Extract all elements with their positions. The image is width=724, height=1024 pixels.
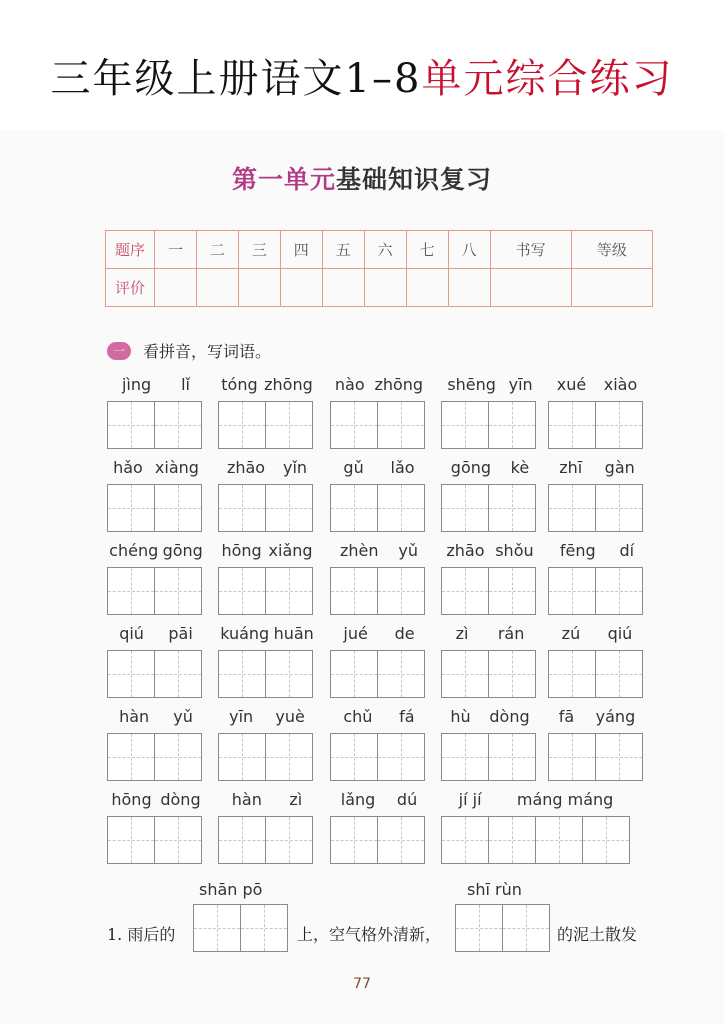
word-pinyin xyxy=(218,707,316,727)
pinyin-syllable: zú xyxy=(561,624,581,643)
writing-box[interactable] xyxy=(441,567,489,615)
writing-box[interactable] xyxy=(595,650,643,698)
word-item xyxy=(218,790,316,864)
word-item xyxy=(107,624,205,698)
writing-boxes[interactable] xyxy=(107,816,205,864)
word-pinyin xyxy=(548,541,646,561)
word-pinyin xyxy=(107,707,205,727)
word-item xyxy=(107,458,205,532)
word-item xyxy=(330,458,428,532)
pinyin-syllable: xiàng xyxy=(154,458,199,477)
pinyin-syllable: fá xyxy=(399,707,415,726)
writing-box[interactable] xyxy=(107,484,155,532)
word-item xyxy=(548,541,646,615)
unit-title-accent: 第一单元 xyxy=(231,165,336,194)
unit-title xyxy=(0,160,724,196)
score-eval-cell[interactable] xyxy=(196,269,238,307)
banner-title-black: 三年级上册语文1–8 xyxy=(50,56,422,102)
pinyin-syllable: gōng xyxy=(450,458,492,477)
pinyin-syllable: fēng xyxy=(559,541,596,560)
writing-box[interactable] xyxy=(330,567,378,615)
writing-box[interactable] xyxy=(455,904,503,952)
writing-box[interactable] xyxy=(330,650,378,698)
page-banner xyxy=(0,44,724,114)
pinyin-syllable: lǎng xyxy=(340,790,376,809)
pinyin-syllable: lǐ xyxy=(181,375,190,394)
writing-boxes[interactable] xyxy=(441,733,539,781)
writing-box[interactable] xyxy=(218,816,266,864)
pinyin-syllable: zhāo xyxy=(226,458,266,477)
word-pinyin xyxy=(441,624,539,644)
pinyin-syllable: máng máng xyxy=(516,790,614,809)
writing-box[interactable] xyxy=(107,816,155,864)
writing-box[interactable] xyxy=(488,484,536,532)
sentence-item-1 xyxy=(107,876,667,966)
writing-box[interactable] xyxy=(154,567,202,615)
pinyin-syllable: gàn xyxy=(604,458,635,477)
score-eval-cell[interactable] xyxy=(406,269,448,307)
writing-box[interactable] xyxy=(265,567,313,615)
pinyin-syllable: chéng xyxy=(109,541,159,560)
pinyin-syllable: qiú xyxy=(607,624,633,643)
writing-box[interactable] xyxy=(595,484,643,532)
writing-boxes[interactable] xyxy=(107,401,205,449)
pinyin-syllable: zì xyxy=(455,624,469,643)
word-item xyxy=(548,375,646,449)
word-item xyxy=(218,624,316,698)
sentence-pinyin: shī rùn xyxy=(467,880,522,899)
writing-box[interactable] xyxy=(218,401,266,449)
word-item xyxy=(330,790,428,864)
writing-box[interactable] xyxy=(377,401,425,449)
writing-box[interactable] xyxy=(548,567,596,615)
writing-box[interactable] xyxy=(240,904,288,952)
writing-box[interactable] xyxy=(548,733,596,781)
pinyin-syllable: dú xyxy=(396,790,418,809)
writing-boxes[interactable] xyxy=(441,401,539,449)
pinyin-syllable: gǔ xyxy=(343,458,364,477)
pinyin-syllable: kuáng xyxy=(220,624,270,643)
writing-box[interactable] xyxy=(193,904,241,952)
score-header-row xyxy=(106,231,653,269)
writing-box[interactable] xyxy=(154,484,202,532)
writing-box[interactable] xyxy=(154,650,202,698)
writing-boxes[interactable] xyxy=(193,904,287,952)
score-eval-cell[interactable] xyxy=(448,269,490,307)
word-pinyin xyxy=(548,707,646,727)
writing-box[interactable] xyxy=(330,733,378,781)
word-item xyxy=(330,707,428,781)
score-cell: 八 xyxy=(448,231,490,269)
word-pinyin xyxy=(548,624,646,644)
sentence-pinyin: shān pō xyxy=(199,880,263,899)
word-item xyxy=(441,458,539,532)
pinyin-syllable: gōng xyxy=(162,541,203,560)
writing-boxes[interactable] xyxy=(441,484,539,532)
writing-boxes[interactable] xyxy=(330,650,428,698)
pinyin-syllable: kè xyxy=(510,458,530,477)
pinyin-syllable: yuè xyxy=(275,707,305,726)
section-one-heading xyxy=(107,339,271,362)
writing-box[interactable] xyxy=(548,650,596,698)
writing-box[interactable] xyxy=(548,401,596,449)
writing-box[interactable] xyxy=(488,733,536,781)
writing-box[interactable] xyxy=(154,401,202,449)
word-item xyxy=(107,790,205,864)
score-cell: 七 xyxy=(406,231,448,269)
word-item xyxy=(441,375,539,449)
writing-box[interactable] xyxy=(535,816,583,864)
writing-boxes[interactable] xyxy=(330,733,428,781)
word-item xyxy=(548,624,646,698)
writing-box[interactable] xyxy=(265,401,313,449)
pinyin-syllable: huān xyxy=(273,624,314,643)
score-eval-cell[interactable] xyxy=(238,269,280,307)
writing-boxes[interactable] xyxy=(107,733,205,781)
pinyin-syllable: hàn xyxy=(231,790,262,809)
writing-boxes[interactable] xyxy=(107,650,205,698)
word-pinyin xyxy=(107,375,205,395)
word-pinyin xyxy=(218,790,316,810)
word-pinyin xyxy=(441,541,539,561)
writing-box[interactable] xyxy=(582,816,630,864)
pinyin-syllable: hōng xyxy=(111,790,152,809)
writing-box[interactable] xyxy=(488,816,536,864)
writing-box[interactable] xyxy=(441,484,489,532)
writing-boxes[interactable] xyxy=(441,650,539,698)
word-pinyin xyxy=(330,375,428,395)
score-eval-cell[interactable] xyxy=(280,269,322,307)
word-item xyxy=(107,707,205,781)
pinyin-syllable: dòng xyxy=(489,707,530,726)
writing-boxes[interactable] xyxy=(548,401,646,449)
writing-boxes[interactable] xyxy=(548,733,646,781)
section-instruction: 看拼音，写词语。 xyxy=(143,342,272,361)
word-item xyxy=(548,707,646,781)
pinyin-syllable: pāi xyxy=(168,624,193,643)
writing-boxes[interactable] xyxy=(107,567,205,615)
writing-box[interactable] xyxy=(595,401,643,449)
word-pinyin xyxy=(107,624,205,644)
writing-boxes[interactable] xyxy=(441,567,539,615)
score-eval-cell[interactable] xyxy=(364,269,406,307)
pinyin-syllable: yǔ xyxy=(173,707,193,726)
writing-boxes[interactable] xyxy=(218,650,316,698)
sentence-text: 上，空气格外清新， xyxy=(297,925,442,944)
writing-box[interactable] xyxy=(488,650,536,698)
word-item xyxy=(441,790,631,864)
word-pinyin xyxy=(107,458,205,478)
score-cell: 五 xyxy=(322,231,364,269)
word-item xyxy=(218,541,316,615)
writing-box[interactable] xyxy=(330,816,378,864)
writing-boxes[interactable] xyxy=(218,401,316,449)
sentence-text: 1. 雨后的 xyxy=(107,925,176,944)
pinyin-syllable: zhèn xyxy=(339,541,379,560)
writing-boxes[interactable] xyxy=(218,567,316,615)
word-item xyxy=(218,375,316,449)
word-item xyxy=(441,541,539,615)
writing-box[interactable] xyxy=(377,650,425,698)
score-cell: 等级 xyxy=(571,231,652,269)
writing-boxes[interactable] xyxy=(330,401,428,449)
word-item xyxy=(441,624,539,698)
writing-boxes[interactable] xyxy=(218,816,316,864)
score-eval-cell[interactable] xyxy=(155,269,197,307)
writing-box[interactable] xyxy=(154,733,202,781)
pinyin-syllable: fā xyxy=(558,707,575,726)
score-eval-cell[interactable] xyxy=(322,269,364,307)
word-pinyin xyxy=(218,375,316,395)
writing-box[interactable] xyxy=(377,567,425,615)
word-item xyxy=(218,458,316,532)
pinyin-syllable: qiú xyxy=(119,624,144,643)
writing-box[interactable] xyxy=(107,733,155,781)
pinyin-syllable: zhī xyxy=(559,458,583,477)
pinyin-syllable: tóng xyxy=(221,375,258,394)
word-item xyxy=(218,707,316,781)
writing-box[interactable] xyxy=(265,733,313,781)
page-number: 77 xyxy=(353,976,371,992)
word-pinyin xyxy=(330,458,428,478)
writing-box[interactable] xyxy=(107,650,155,698)
word-pinyin xyxy=(548,375,646,395)
word-pinyin xyxy=(441,458,539,478)
writing-box[interactable] xyxy=(218,650,266,698)
writing-box[interactable] xyxy=(441,733,489,781)
pinyin-syllable: jí jí xyxy=(458,790,482,809)
writing-boxes[interactable] xyxy=(548,484,646,532)
writing-box[interactable] xyxy=(595,567,643,615)
writing-box[interactable] xyxy=(488,401,536,449)
word-pinyin xyxy=(218,624,316,644)
word-item xyxy=(330,541,428,615)
pinyin-syllable: zhāo xyxy=(446,541,485,560)
writing-box[interactable] xyxy=(107,401,155,449)
writing-box[interactable] xyxy=(441,650,489,698)
pinyin-syllable: rán xyxy=(497,624,525,643)
score-eval-cell[interactable] xyxy=(571,269,652,307)
word-pinyin xyxy=(107,790,205,810)
pinyin-syllable: jìng xyxy=(121,375,152,394)
pinyin-syllable: yǔ xyxy=(398,541,419,560)
word-item xyxy=(441,707,539,781)
pinyin-syllable: chǔ xyxy=(343,707,373,726)
pinyin-syllable: shǒu xyxy=(495,541,534,560)
pinyin-syllable: dí xyxy=(619,541,635,560)
score-cell: 四 xyxy=(280,231,322,269)
score-cell: 一 xyxy=(155,231,197,269)
pinyin-syllable: lǎo xyxy=(390,458,415,477)
pinyin-syllable: zhōng xyxy=(374,375,424,394)
score-eval-label: 评价 xyxy=(106,269,155,307)
word-item xyxy=(330,375,428,449)
pinyin-syllable: zì xyxy=(289,790,303,809)
pinyin-syllable: yǐn xyxy=(282,458,308,477)
writing-boxes[interactable] xyxy=(455,904,549,952)
pinyin-syllable: nào xyxy=(334,375,365,394)
writing-boxes[interactable] xyxy=(107,484,205,532)
word-item xyxy=(330,624,428,698)
writing-box[interactable] xyxy=(441,816,489,864)
writing-box[interactable] xyxy=(377,484,425,532)
writing-box[interactable] xyxy=(377,733,425,781)
writing-box[interactable] xyxy=(218,567,266,615)
pinyin-syllable: shēng xyxy=(447,375,496,394)
word-pinyin xyxy=(441,375,539,395)
writing-box[interactable] xyxy=(154,816,202,864)
writing-box[interactable] xyxy=(488,567,536,615)
word-pinyin xyxy=(107,541,205,561)
score-cell: 二 xyxy=(196,231,238,269)
word-pinyin xyxy=(330,790,428,810)
word-pinyin xyxy=(218,541,316,561)
pinyin-syllable: jué xyxy=(343,624,368,643)
word-pinyin xyxy=(330,707,428,727)
writing-box[interactable] xyxy=(218,484,266,532)
word-pinyin xyxy=(330,541,428,561)
sentence-text: 的泥土散发 xyxy=(557,925,638,944)
writing-box[interactable] xyxy=(595,733,643,781)
writing-box[interactable] xyxy=(218,733,266,781)
writing-box[interactable] xyxy=(265,650,313,698)
word-item xyxy=(107,541,205,615)
writing-boxes[interactable] xyxy=(548,567,646,615)
word-pinyin xyxy=(441,790,631,810)
score-cell: 三 xyxy=(238,231,280,269)
word-pinyin xyxy=(218,458,316,478)
banner-title-red: 单元综合练习 xyxy=(421,56,674,102)
pinyin-syllable: hǎo xyxy=(113,458,143,477)
writing-boxes[interactable] xyxy=(330,484,428,532)
writing-boxes[interactable] xyxy=(218,484,316,532)
pinyin-syllable: yīn xyxy=(508,375,533,394)
pinyin-syllable: de xyxy=(394,624,415,643)
writing-box[interactable] xyxy=(330,484,378,532)
writing-boxes[interactable] xyxy=(548,650,646,698)
word-pinyin xyxy=(330,624,428,644)
pinyin-syllable: hōng xyxy=(221,541,262,560)
writing-boxes[interactable] xyxy=(330,567,428,615)
writing-box[interactable] xyxy=(441,401,489,449)
score-cell: 六 xyxy=(364,231,406,269)
score-cell: 题序 xyxy=(106,231,155,269)
word-pinyin xyxy=(548,458,646,478)
word-item xyxy=(548,458,646,532)
score-table xyxy=(105,230,653,307)
score-eval-cell[interactable] xyxy=(490,269,571,307)
worksheet-page xyxy=(0,130,724,1024)
pinyin-syllable: yīn xyxy=(229,707,254,726)
pinyin-syllable: zhōng xyxy=(264,375,313,394)
writing-boxes[interactable] xyxy=(330,816,428,864)
pinyin-syllable: xiǎng xyxy=(268,541,313,560)
section-number-badge: 一 xyxy=(107,342,131,360)
pinyin-syllable: hù xyxy=(450,707,471,726)
writing-box[interactable] xyxy=(330,401,378,449)
writing-box[interactable] xyxy=(107,567,155,615)
unit-title-rest: 基础知识复习 xyxy=(336,165,493,194)
writing-boxes[interactable] xyxy=(218,733,316,781)
pinyin-syllable: yáng xyxy=(595,707,636,726)
writing-box[interactable] xyxy=(548,484,596,532)
writing-box[interactable] xyxy=(502,904,550,952)
pinyin-syllable: xiào xyxy=(603,375,638,394)
writing-box[interactable] xyxy=(377,816,425,864)
score-cell: 书写 xyxy=(490,231,571,269)
word-item xyxy=(107,375,205,449)
writing-box[interactable] xyxy=(265,484,313,532)
writing-box[interactable] xyxy=(265,816,313,864)
writing-boxes[interactable] xyxy=(441,816,631,864)
pinyin-syllable: xué xyxy=(556,375,587,394)
pinyin-syllable: hàn xyxy=(119,707,150,726)
score-eval-row xyxy=(106,269,653,307)
pinyin-syllable: dòng xyxy=(160,790,201,809)
word-pinyin xyxy=(441,707,539,727)
